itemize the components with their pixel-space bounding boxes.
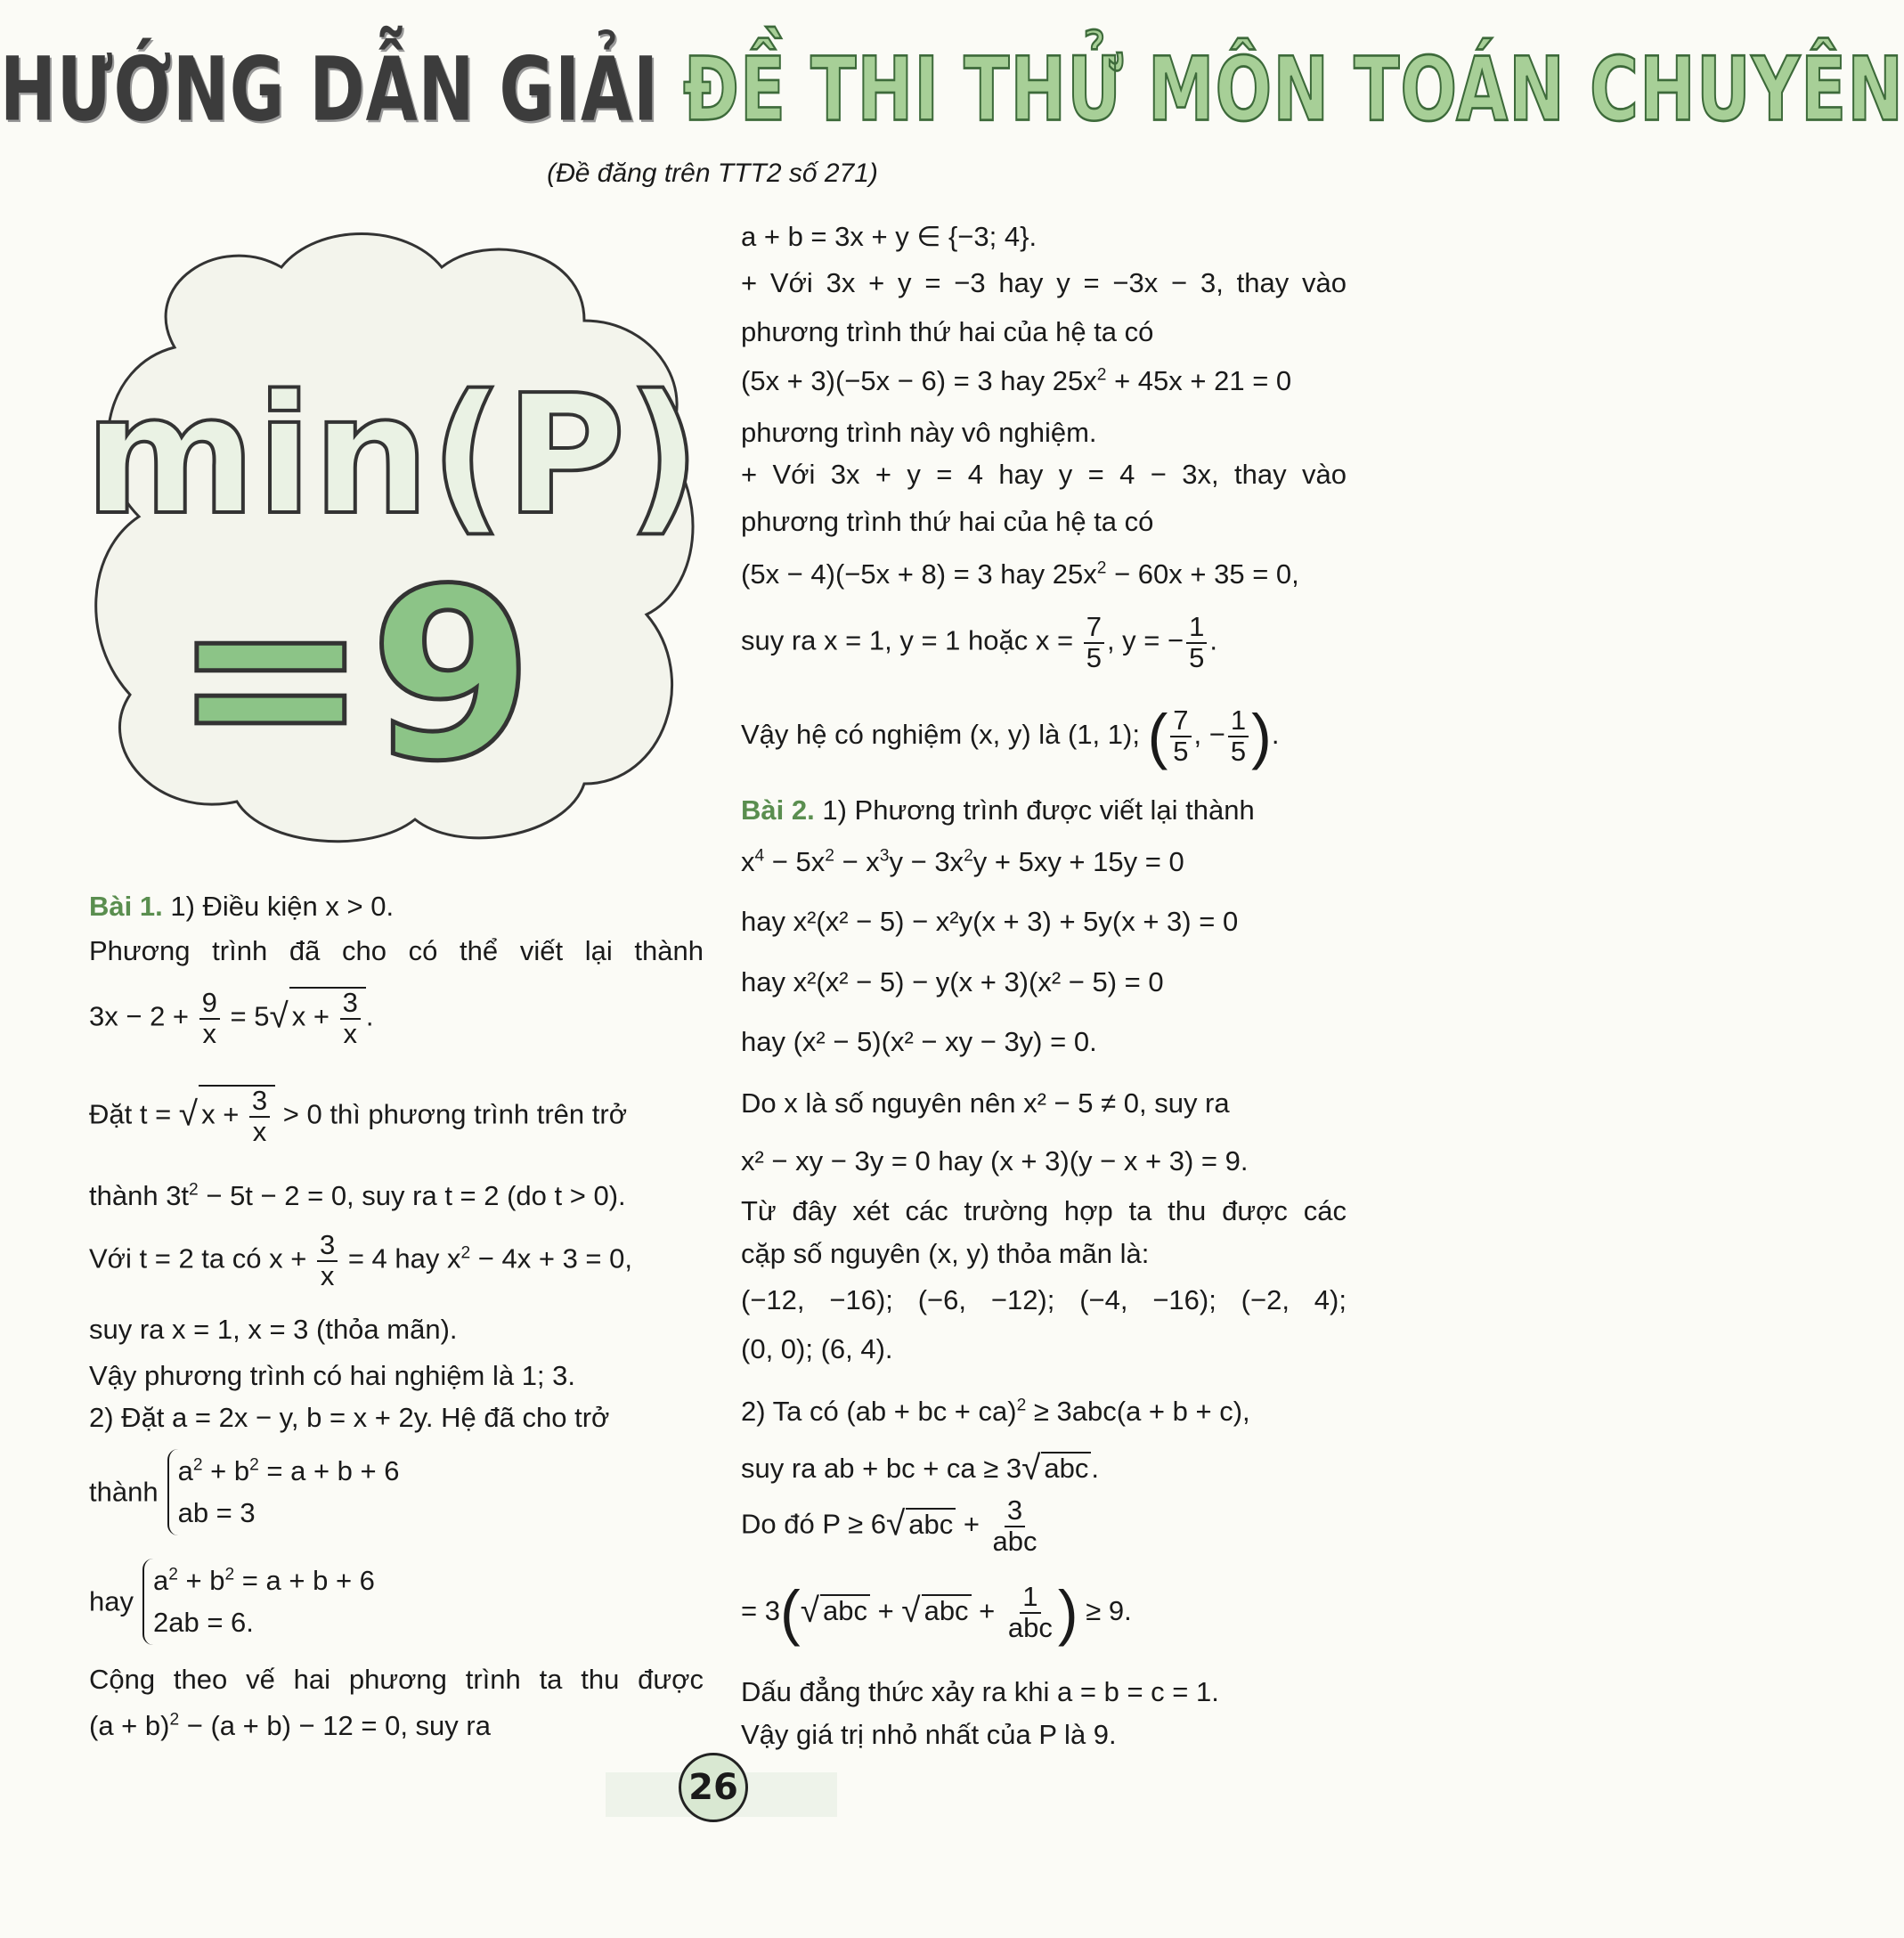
right-line20: (−12, −16); (−6, −12); (−4, −16); (−2, 4);: [741, 1284, 1347, 1315]
title-part1: HƯỚNG DẪN GIẢI: [0, 37, 684, 142]
right-line14: hay x²(x² − 5) − y(x + 3)(x² − 5) = 0: [741, 966, 1164, 998]
right-line25: = 3(√ abc + √ abc + $\frac{1}{\text{abc}}$ ) ≥ 9.: [741, 1579, 1132, 1647]
bai2-label: Bài 2.: [741, 794, 815, 826]
page-number: 26: [679, 1753, 748, 1822]
right-line10: Vậy hệ có nghiệm (x, y) là (1, 1); ( $\frac{7}{5}$ , − $\frac{1}{5}$ ).: [741, 703, 1280, 770]
right-line4: (5x + 3)(−5x − 6) = 3 hay $25x^2 + 45x + 21 = 0$: [741, 365, 1292, 396]
right-line17: x² − xy − 3y = 0 hay (x + 3)(y − x + 3) = 9.: [741, 1145, 1249, 1177]
page-title: [0, 37, 1904, 142]
left-line13: $(a + b)^2 - (a + b) - 12 = 0$, suy ra: [89, 1710, 491, 1741]
min-p-text: min(P): [84, 359, 702, 551]
right-line16: Do x là số nguyên nên x² − 5 ≠ 0, suy ra: [741, 1087, 1230, 1119]
right-line13: hay x²(x² − 5) − x²y(x + 3) + 5y(x + 3) = 0: [741, 906, 1239, 937]
left-line5: thành $3t^2 - 5t - 2 = 0$, suy ra t = 2 (do t > 0).: [89, 1180, 626, 1211]
right-line7: phương trình thứ hai của hệ ta có: [741, 506, 1154, 537]
right-line18: Từ đây xét các trường hợp ta thu được các: [741, 1195, 1347, 1226]
right-line8: (5x − 4)(−5x + 8) = 3 hay $25x^2 - 60x + 35 = 0$,: [741, 558, 1299, 590]
right-line24: Do đó P ≥ 6√ abc + $\frac{3}{\text{abc}}$: [741, 1494, 1037, 1557]
right-line9: suy ra x = 1, y = 1 hoặc x = $\frac{7}{5}$ , y = − $\frac{1}{5}$ .: [741, 611, 1217, 673]
left-line9: 2) Đặt a = 2x − y, b = x + 2y. Hệ đã cho trở: [89, 1402, 610, 1433]
right-line12: $x^4 - 5x^2 - x^3y - 3x^2y + 5xy + 15y = 0$: [741, 846, 1184, 877]
right-line5: phương trình này vô nghiệm.: [741, 417, 1097, 448]
min-p-illustration: [85, 214, 709, 859]
title-part2: ĐỀ THI THỬ MÔN TOÁN CHUYÊN: [683, 37, 1904, 142]
subtitle: (Đề đăng trên TTT2 số 271): [547, 159, 878, 188]
right-line15: hay (x² − 5)(x² − xy − 3y) = 0.: [741, 1026, 1097, 1057]
left-line4: Đặt t = √ x + $\frac{3}{x}$ > 0 thì phương trình trên trở: [89, 1085, 628, 1147]
right-line26: Dấu đẳng thức xảy ra khi a = b = c = 1.: [741, 1676, 1219, 1707]
right-line23: suy ra ab + bc + ca ≥ 3√ abc.: [741, 1449, 1100, 1487]
left-line6: Với t = 2 ta có x + $\frac{3}{x}$ = 4 hay $x^2 - 4x + 3 = 0$,: [89, 1229, 632, 1291]
left-line7: suy ra x = 1, x = 3 (thỏa mãn).: [89, 1314, 458, 1345]
right-line1: a + b = 3x + y ∈ {−3; 4}.: [741, 221, 1037, 252]
system-1: thànha$^2$ + $b^2 = a + b + 6$ ab = 3: [89, 1449, 400, 1535]
right-line6: + Với 3x + y = 4 hay y = 4 − 3x, thay vào: [741, 459, 1347, 490]
left-line2: Phương trình đã cho có thể viết lại thành: [89, 935, 704, 966]
bai1-label: Bài 1.: [89, 891, 163, 922]
equals-nine-text: =9: [171, 539, 534, 813]
bai1-line1: [89, 891, 394, 923]
left-line12: Cộng theo vế hai phương trình ta thu được: [89, 1664, 704, 1695]
left-line3: 3x − 2 + $\frac{9}{x}$ = 5√ x + $\frac{3}{x}$ .: [89, 987, 374, 1049]
right-line21: (0, 0); (6, 4).: [741, 1333, 893, 1364]
bai1-condition: 1) Điều kiện x > 0.: [170, 891, 395, 922]
right-bai2-line: Bài 2. 1) Phương trình được viết lại thành: [741, 794, 1255, 826]
right-line19: cặp số nguyên (x, y) thỏa mãn là:: [741, 1238, 1150, 1269]
right-line22: 2) Ta có (ab + bc + ca)$^2$ ≥ 3abc(a + b + c),: [741, 1396, 1250, 1427]
right-line2: + Với 3x + y = −3 hay y = −3x − 3, thay vào: [741, 267, 1347, 298]
system-2: haya$^2$ + $b^2 = a + b + 6$ 2ab = 6.: [89, 1559, 375, 1645]
left-line8: Vậy phương trình có hai nghiệm là 1; 3.: [89, 1360, 576, 1391]
right-line27: Vậy giá trị nhỏ nhất của P là 9.: [741, 1719, 1117, 1750]
right-line3: phương trình thứ hai của hệ ta có: [741, 316, 1154, 347]
